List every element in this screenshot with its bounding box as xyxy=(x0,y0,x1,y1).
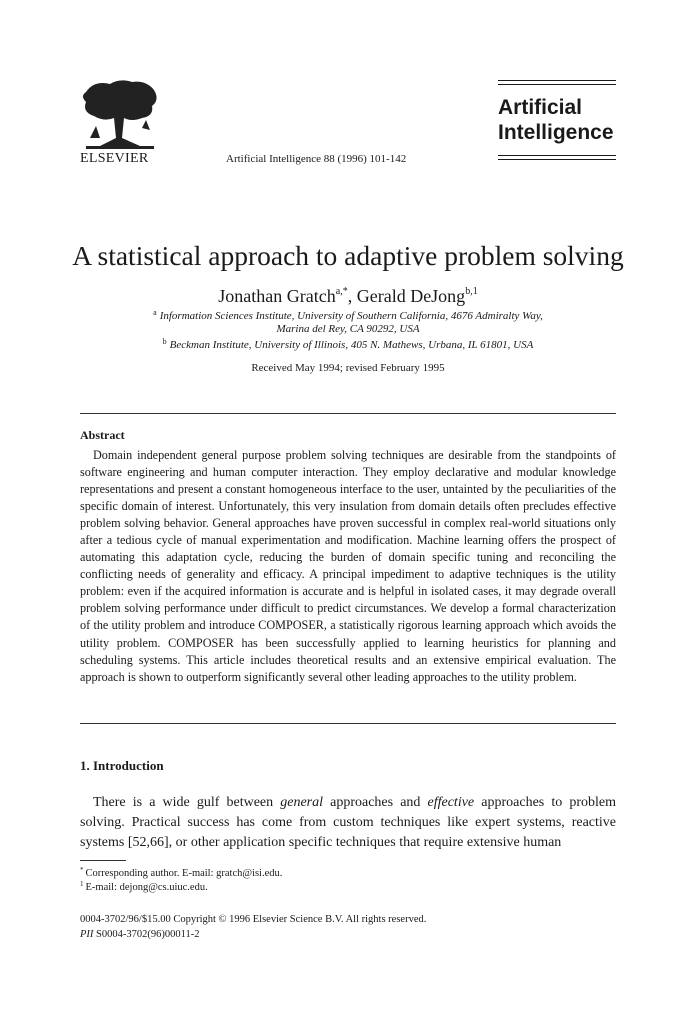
pii-label: PII xyxy=(80,929,94,940)
intro-text: There is a wide gulf between xyxy=(93,795,281,810)
footnote-rule xyxy=(80,860,126,861)
intro-text: approaches and xyxy=(323,795,428,810)
introduction-body xyxy=(80,793,616,853)
abstract-body xyxy=(80,447,616,686)
author-name: Jonathan Gratch xyxy=(218,286,336,306)
journal-rule-bottom xyxy=(498,155,616,163)
footnote-mark: 1 xyxy=(80,880,84,888)
emphasis-general: general xyxy=(280,795,324,810)
affiliation-text: Information Sciences Institute, University of Southern California, 4676 Admiralty Way, xyxy=(159,310,543,322)
author-marks: b,1 xyxy=(465,286,478,297)
footnote xyxy=(80,880,208,893)
affiliation-text: Beckman Institute, University of Illinois, 405 N. Mathews, Urbana, IL 61801, USA xyxy=(169,339,534,351)
abstract-heading: Abstract xyxy=(80,428,125,442)
divider xyxy=(80,723,616,724)
journal-title xyxy=(498,95,614,145)
affiliation-mark: a xyxy=(153,308,157,317)
footnote-text: E-mail: dejong@cs.uiuc.edu. xyxy=(85,882,208,893)
received-dates: Received May 1994; revised February 1995 xyxy=(251,362,445,374)
emphasis-effective: effective xyxy=(427,795,475,810)
introduction-paragraph xyxy=(80,793,616,853)
abstract-text: Domain independent general purpose problem solving techniques are desirable from the standpoints of software engineering and human computer interaction. They employ declarative and modular knowledge representations and present a constant homogeneous interface to the user, untainted by the peculiarities of the specific domain of interest. Unfortunately, this very insulation from domain details often precludes effective problem solving behavior. General approaches have proven successful in complex real-world situations only after a tedious cycle of manual experimentation and modification. Machine learning offers the prospect of automating this adaptation cycle, reducing the burden of domain specific tuning and reconciling the conflicting needs of generality and efficacy. A principal impediment to adaptive techniques is the utility problem: even if the acquired information is accurate and is helpful in isolated cases, it may degrade overall problem solving performance under difficult to predict circumstances. We develop a formal characterization of the utility problem and introduce COMPOSER, a statistically rigorous learning approach which avoids the utility problem. COMPOSER has been successfully applied to learning heuristics for planning and scheduling systems. This article includes theoretical results and an extensive empirical evaluation. The approach is shown to outperform significantly several other leading approaches to the utility problem. xyxy=(80,448,616,684)
section-heading: 1. Introduction xyxy=(80,758,164,773)
journal-title-line1: Artificial xyxy=(498,96,583,119)
footnote-mark: * xyxy=(80,866,84,874)
footnote xyxy=(80,866,282,879)
journal-rule-top xyxy=(498,80,616,88)
journal-title-line2: Intelligence xyxy=(498,121,614,144)
intro-text: approaches to problem solving. Practical success has come from custom techniques like expert systems, reactive systems [52,66], or other application specific techniques that require extensive human xyxy=(80,795,616,850)
copyright-block xyxy=(80,912,426,942)
author-name: Gerald DeJong xyxy=(356,286,466,306)
pii-line xyxy=(80,927,426,942)
author-marks: a,* xyxy=(335,286,348,297)
copyright-line: 0004-3702/96/$15.00 Copyright © 1996 Elsevier Science B.V. All rights reserved. xyxy=(80,914,427,925)
divider xyxy=(80,413,616,414)
author-line xyxy=(0,286,696,307)
author-separator: , xyxy=(347,286,357,306)
publisher-name: ELSEVIER xyxy=(80,151,149,166)
pii-value: S0004-3702(96)00011-2 xyxy=(93,929,200,940)
affiliation xyxy=(0,308,696,322)
elsevier-tree-logo xyxy=(80,78,160,152)
journal-citation: Artificial Intelligence 88 (1996) 101-142 xyxy=(226,153,407,165)
footnote-text: Corresponding author. E-mail: gratch@isi.edu. xyxy=(85,868,283,879)
affiliation-continuation: Marina del Rey, CA 90292, USA xyxy=(276,323,420,335)
paper-title: A statistical approach to adaptive problem solving xyxy=(72,240,624,271)
affiliation-mark: b xyxy=(162,337,167,346)
affiliation xyxy=(0,337,696,351)
